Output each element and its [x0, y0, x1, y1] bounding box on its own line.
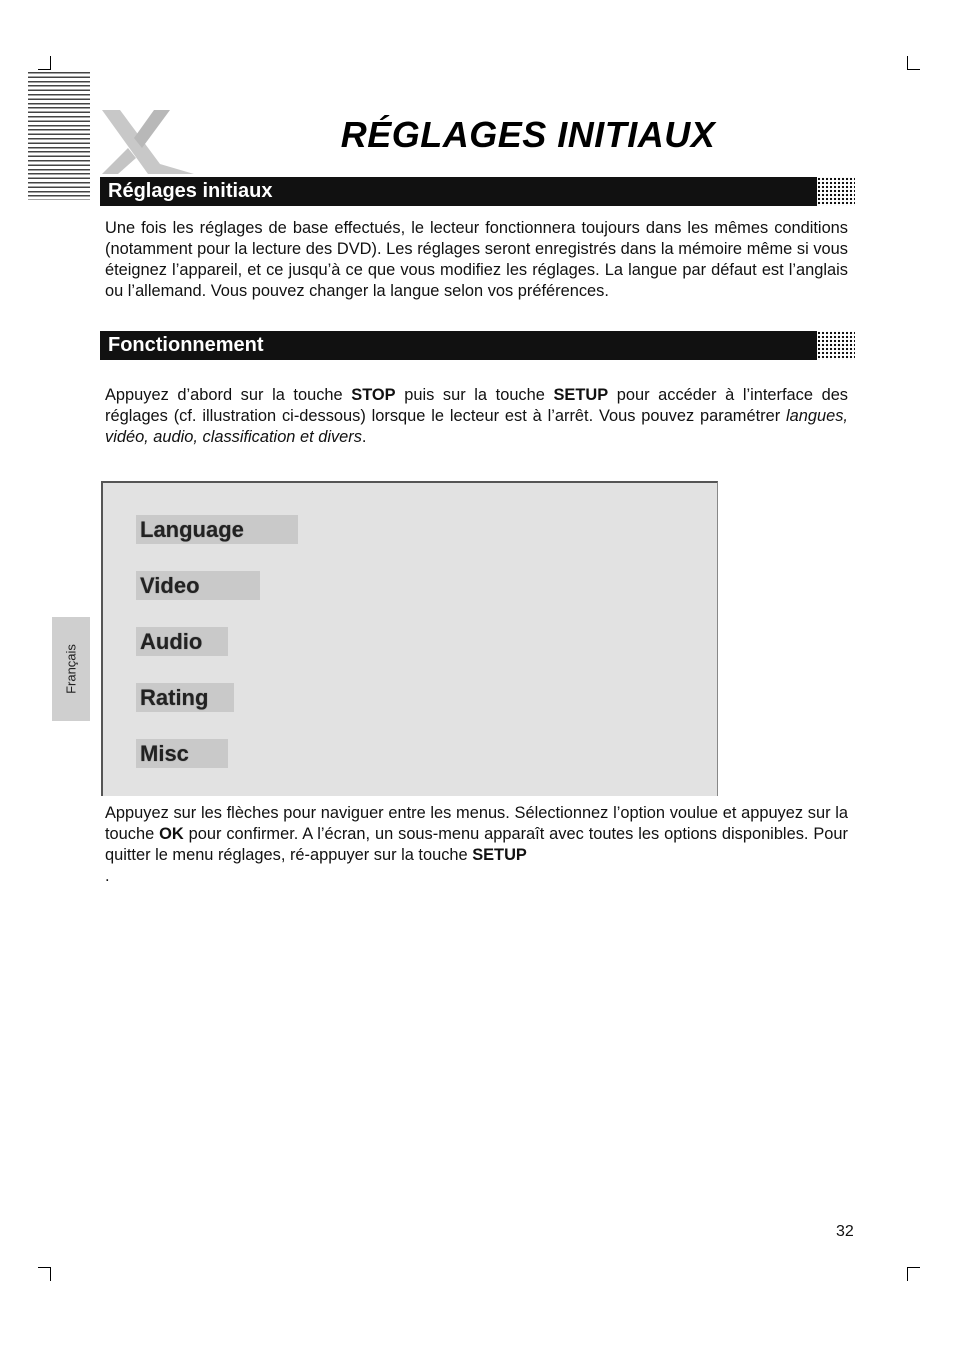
setup-menu-screenshot — [101, 481, 718, 796]
page-number: 32 — [836, 1223, 854, 1240]
dot-pattern-icon — [817, 331, 855, 360]
section-heading-label: Fonctionnement — [108, 334, 264, 356]
section-heading-reglages — [100, 177, 855, 206]
menu-item-language: Language — [136, 515, 298, 544]
language-side-tab — [52, 617, 90, 721]
dot-pattern-icon — [817, 177, 855, 206]
side-tab-label: Français — [63, 644, 79, 694]
paragraph-navigation: Appuyez sur les flèches pour naviguer entre les menus. Sélectionnez l’option voulue et appuyez sur la touche OK pour confirmer. A l’écran, un sous-menu apparaît avec toutes les options disponibles. Pour quitter le menu réglages, ré-appuyer sur la touche SETUP . — [105, 804, 848, 885]
paragraph-instructions: Appuyez d’abord sur la touche STOP puis sur la touche SETUP pour accéder à l’interface des réglages (cf. illustration ci-dessous) lorsque le lecteur est à l’arrêt. Vous pouvez paramétrer langues, vidéo, audio, classification et divers. — [105, 386, 849, 446]
menu-item-rating: Rating — [136, 683, 234, 712]
menu-item-audio: Audio — [136, 627, 228, 656]
menu-item-misc: Misc — [136, 739, 228, 768]
page-title: RÉGLAGES INITIAUX — [340, 114, 716, 155]
section-heading-label: Réglages initiaux — [108, 180, 273, 202]
paragraph-intro: Une fois les réglages de base effectués, le lecteur fonctionnera toujours dans les mêmes conditions (notamment pour la lecture des DVD). Les réglages seront enregistrés dans la mémoire même si vous éteignez l’appareil, et ce jusqu’à ce que vous modifiez les réglages. La langue par défaut est l’anglais ou l’allemand. Vous pouvez changer la langue selon vos préférences. — [105, 219, 848, 300]
menu-item-video: Video — [136, 571, 260, 600]
section-heading-fonctionnement — [100, 331, 855, 360]
